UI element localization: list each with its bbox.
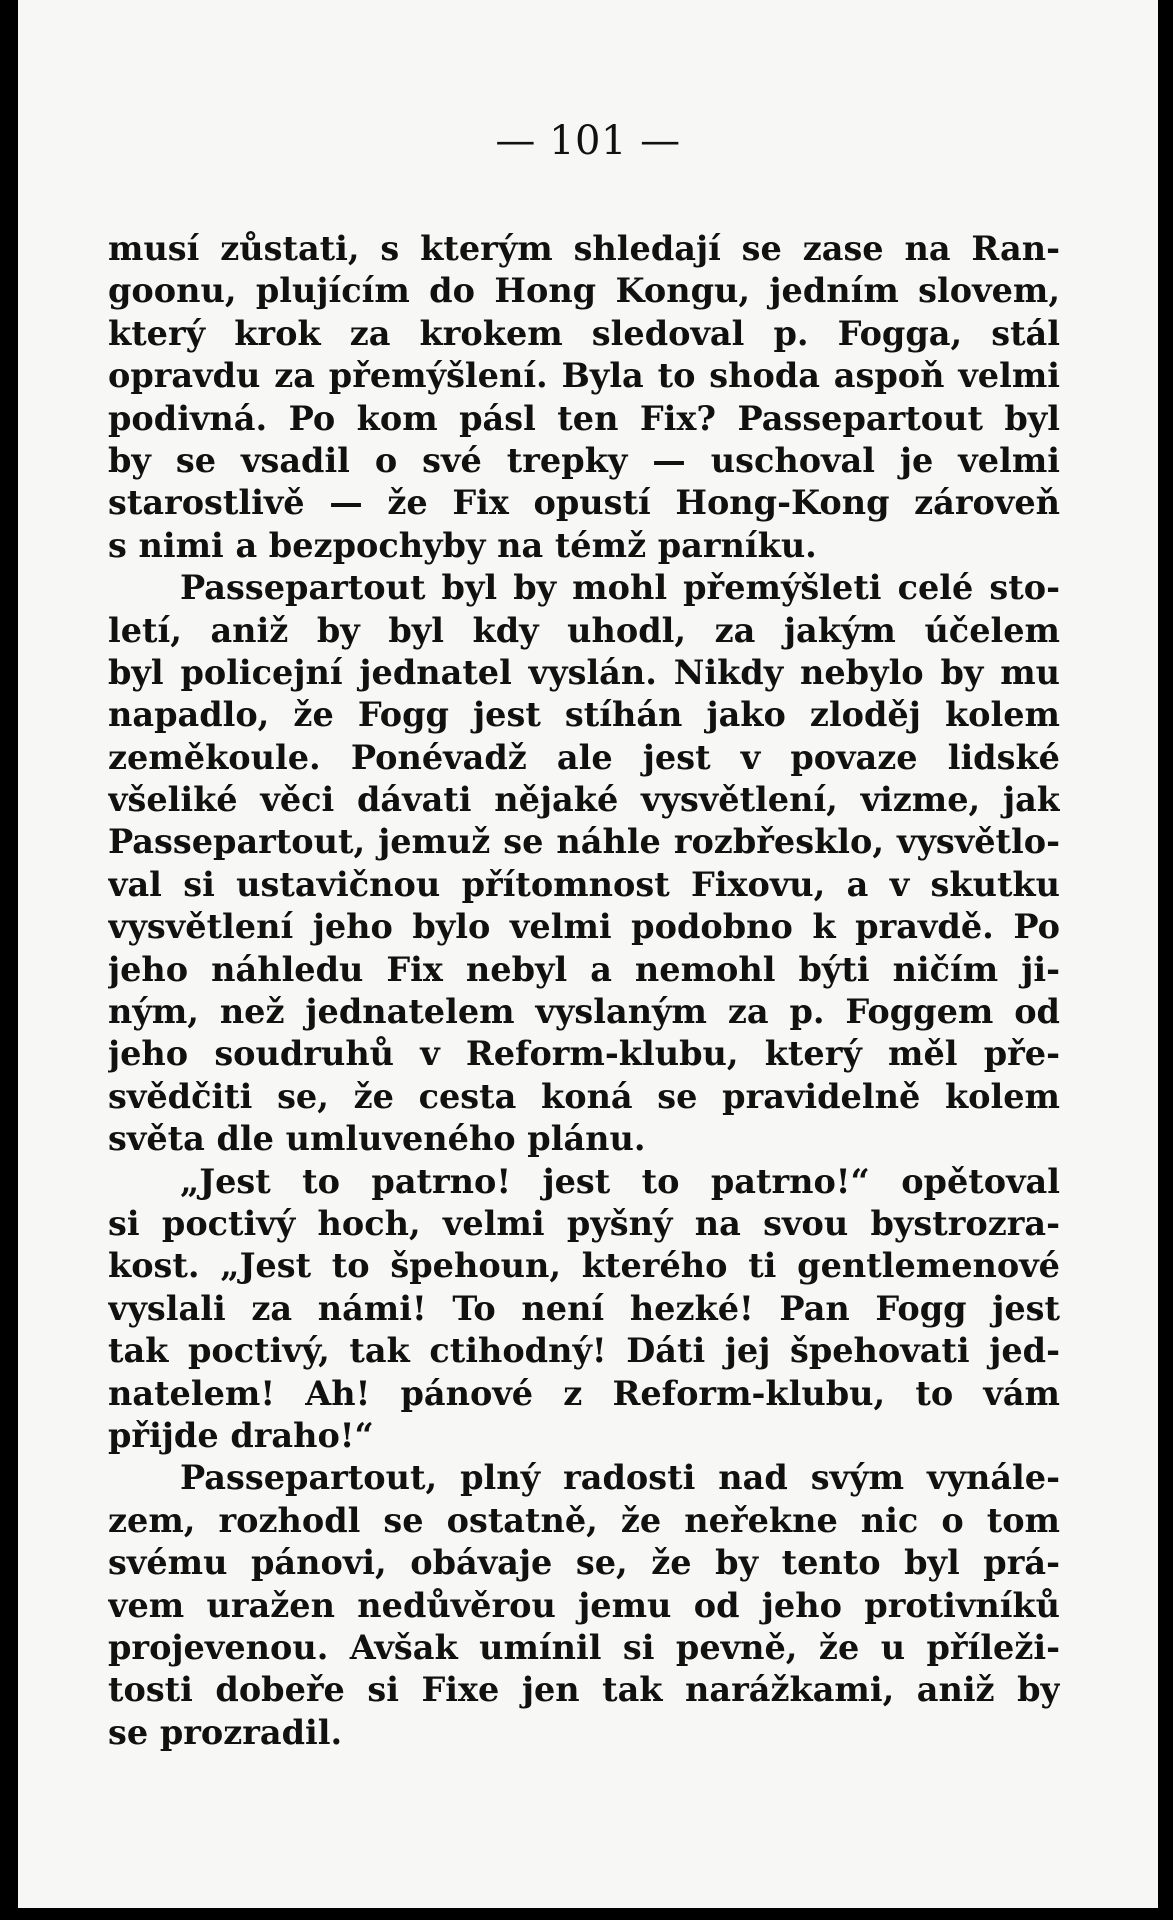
text-line: ným, než jednatelem vyslaným za p. Foggem od xyxy=(108,992,1060,1032)
text-line: by se vsadil o své trepky — uschoval je velmi xyxy=(108,440,1060,480)
text-line: s nimi a bezpochyby na témž parníku. xyxy=(108,525,817,565)
text-line: napadlo, že Fogg jest stíhán jako zloděj kolem xyxy=(108,695,1060,735)
text-line: projevenou. Avšak umínil si pevně, že u příleži- xyxy=(108,1627,1060,1667)
text-line: val si ustavičnou přítomnost Fixovu, a v skutku xyxy=(108,864,1060,904)
text-line: opravdu za přemýšlení. Byla to shoda aspoň velmi xyxy=(108,356,1060,396)
text-line: zem, rozhodl se ostatně, že neřekne nic o tom xyxy=(108,1500,1060,1540)
text-line: tak poctivý, tak ctihodný! Dáti jej špehovati jed- xyxy=(108,1331,1060,1371)
text-line: jeho soudruhů v Reform-klubu, který měl pře- xyxy=(108,1034,1060,1074)
text-line: svědčiti se, že cesta koná se pravidelně kolem xyxy=(108,1076,1060,1116)
text-line: přijde draho!“ xyxy=(108,1415,374,1455)
text-line: kost. „Jest to špehoun, kterého ti gentlemenové xyxy=(108,1246,1060,1286)
text-line: Passepartout, plný radosti nad svým vynále- xyxy=(180,1458,1060,1498)
text-line: „Jest to patrno! jest to patrno!“ opětoval xyxy=(180,1161,1060,1201)
text-line: světa dle umluveného plánu. xyxy=(108,1119,646,1159)
text-line: zeměkoule. Ponévadž ale jest v povaze lidské xyxy=(108,737,1060,777)
text-line: podivná. Po kom pásl ten Fix? Passepartout byl xyxy=(108,398,1060,438)
body-text xyxy=(108,228,1060,1754)
text-line: si poctivý hoch, velmi pyšný na svou bystrozra- xyxy=(108,1203,1060,1243)
page-number: — 101 — xyxy=(495,118,681,164)
text-line: který krok za krokem sledoval p. Fogga, stál xyxy=(108,313,1060,353)
text-line: vem uražen nedůvěrou jemu od jeho protivníků xyxy=(108,1585,1060,1625)
text-line: vyslali za námi! To není hezké! Pan Fogg jest xyxy=(108,1288,1060,1328)
text-line: svému pánovi, obávaje se, že by tento byl prá- xyxy=(108,1543,1060,1583)
text-line: všeliké věci dávati nějaké vysvětlení, vizme, jak xyxy=(108,780,1060,820)
book-page xyxy=(18,0,1158,1908)
text-line: goonu, plujícím do Hong Kongu, jedním slovem, xyxy=(108,271,1060,311)
text-line: se prozradil. xyxy=(108,1712,343,1752)
text-line: musí zůstati, s kterým shledají se zase na Ran- xyxy=(108,229,1060,268)
text-line: Passepartout byl by mohl přemýšleti celé sto- xyxy=(180,568,1060,608)
text-line: byl policejní jednatel vyslán. Nikdy nebylo by mu xyxy=(108,652,1060,692)
text-line: tosti dobeře si Fixe jen tak narážkami, aniž by xyxy=(108,1670,1060,1710)
text-line: starostlivě — že Fix opustí Hong-Kong zároveň xyxy=(108,483,1060,523)
text-line: jeho náhledu Fix nebyl a nemohl býti ničím ji- xyxy=(108,949,1060,989)
text-line: vysvětlení jeho bylo velmi podobno k pravdě. Po xyxy=(108,907,1060,947)
text-line: Passepartout, jemuž se náhle rozbřesklo, vysvětlo- xyxy=(108,822,1060,862)
text-line: letí, aniž by byl kdy uhodl, za jakým účelem xyxy=(108,610,1060,650)
text-line: natelem! Ah! pánové z Reform-klubu, to vám xyxy=(108,1373,1060,1413)
